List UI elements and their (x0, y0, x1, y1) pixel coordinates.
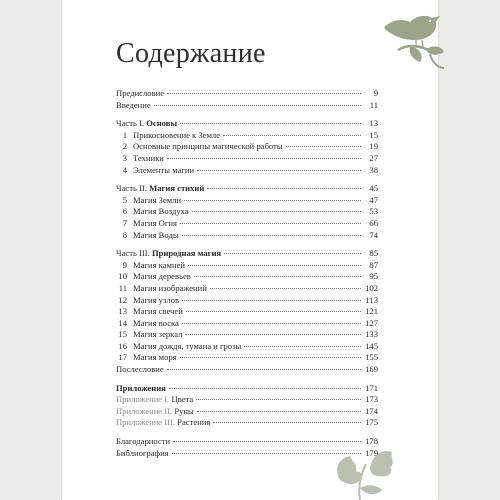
toc-row (116, 230, 378, 242)
page-number: 173 (365, 394, 378, 405)
dot-leader (210, 288, 361, 289)
table-of-contents (116, 88, 378, 459)
chapter-number: 15 (118, 329, 127, 340)
entry-title: Послесловие (116, 364, 164, 375)
toc-row (116, 271, 378, 283)
dot-leader (244, 346, 361, 347)
chapter-number: 13 (118, 306, 127, 317)
page-number: 171 (365, 382, 378, 393)
dot-leader (182, 300, 361, 301)
chapter-number: 11 (118, 282, 127, 293)
part-prefix: Часть III. (116, 248, 150, 259)
toc-row (116, 248, 378, 260)
chapter-title: Магия изображений (133, 282, 207, 293)
chapter-title: Магия деревьев (133, 271, 191, 282)
toc-row (116, 283, 378, 295)
chapter-title: Элементы магии (133, 164, 195, 175)
page-number: 95 (369, 271, 378, 282)
dot-leader (213, 422, 361, 423)
chapter-number: 14 (118, 317, 127, 328)
appendix-title (116, 406, 194, 418)
toc-row (116, 417, 378, 429)
chapter-number: 2 (122, 141, 127, 152)
part-title (116, 183, 204, 195)
toc-row (116, 118, 378, 130)
page-number: 174 (365, 405, 378, 416)
page-number: 27 (369, 152, 378, 163)
part-name: Основы (146, 118, 178, 129)
page-number: 155 (365, 352, 378, 363)
chapter-title: Магия дождя, тумана и грозы (133, 340, 242, 351)
dot-leader (154, 105, 361, 106)
toc-row (116, 141, 378, 153)
dot-leader (185, 334, 361, 335)
page-number: 47 (369, 194, 378, 205)
dot-leader (167, 93, 361, 94)
chapter-number: 12 (118, 294, 127, 305)
page-number: 11 (369, 99, 378, 110)
chapter-number: 4 (122, 164, 127, 175)
page-number: 127 (365, 317, 378, 328)
page-number: 175 (365, 417, 378, 428)
appendix-prefix: Приложение (116, 417, 163, 428)
page-number: 133 (365, 329, 378, 340)
chapter-number: 16 (118, 340, 127, 351)
page-number: 13 (369, 118, 378, 129)
dot-leader (188, 265, 361, 266)
dot-leader (169, 388, 361, 389)
page-number: 74 (369, 229, 378, 240)
appendix-name: Растения (177, 417, 211, 428)
part-prefix: Часть I. (116, 118, 145, 129)
chapter-title: Магия камней (133, 259, 185, 270)
dot-leader (184, 200, 361, 201)
dot-leader (194, 276, 361, 277)
dot-leader (180, 223, 361, 224)
appendix-prefix: Приложение (116, 394, 163, 405)
entry-title: Предисловие (116, 88, 165, 98)
appendix-title (116, 417, 210, 429)
toc-row (116, 183, 378, 195)
chapter-number: 6 (122, 206, 127, 217)
section-name: Приложения (116, 382, 166, 393)
chapter-title: Магия Воздуха (133, 206, 189, 217)
chapter-title: Основные принципы магической работы (133, 141, 283, 152)
appendix-name: Цвета (171, 394, 194, 405)
appendix-name: Руны (174, 405, 194, 416)
entry-title: Введение (116, 99, 151, 110)
bird-on-branch-icon (380, 10, 446, 72)
dot-leader (186, 311, 361, 312)
page-number: 178 (365, 436, 378, 447)
toc-row (116, 153, 378, 165)
chapter-title: Магия свечей (133, 306, 183, 317)
book-page (62, 0, 438, 500)
toc-row (116, 195, 378, 207)
dot-leader (207, 188, 361, 189)
page-number: 66 (369, 217, 378, 228)
chapter-number: 7 (122, 217, 127, 228)
page-number: 53 (369, 206, 378, 217)
dot-leader (192, 211, 361, 212)
page-number: 179 (365, 447, 378, 458)
appendix-number: I. (164, 394, 170, 405)
page-number: 102 (365, 282, 378, 293)
chapter-title: Магия узлов (133, 294, 180, 305)
chapter-number: 5 (122, 194, 127, 205)
chapter-title: Магия Земли (133, 194, 182, 205)
appendix-prefix: Приложение (116, 405, 163, 416)
entry-title: Благодарности (116, 436, 171, 447)
part-title (116, 248, 221, 260)
page-number: 113 (365, 294, 378, 305)
toc-row (116, 329, 378, 341)
chapter-number: 3 (122, 152, 127, 163)
dot-leader (167, 158, 361, 159)
appendix-number: III. (164, 417, 176, 428)
page-number: 15 (369, 129, 378, 140)
toc-row (116, 306, 378, 318)
oak-leaves-icon (320, 440, 402, 500)
toc-row (116, 218, 378, 230)
chapter-title: Магия Огня (133, 217, 177, 228)
chapter-number: 1 (122, 129, 127, 140)
page-number: 87 (369, 259, 378, 270)
page-number: 169 (365, 364, 378, 375)
part-prefix: Часть II. (116, 183, 147, 194)
chapter-title: Магия воска (133, 317, 179, 328)
entry-title: Библиография (116, 447, 169, 458)
dot-leader (180, 123, 361, 124)
toc-row (116, 341, 378, 353)
page-number: 9 (373, 88, 378, 98)
dot-leader (180, 357, 361, 358)
dot-leader (223, 135, 361, 136)
dot-leader (196, 399, 361, 400)
page-number: 38 (369, 164, 378, 175)
chapter-title: Техники (133, 152, 164, 163)
toc-row (116, 394, 378, 406)
part-name: Природная магия (151, 248, 222, 259)
dot-leader (182, 323, 361, 324)
toc-row (116, 100, 378, 112)
toc-row (116, 406, 378, 418)
chapter-title: Магия Воды (133, 229, 179, 240)
dot-leader (167, 369, 361, 370)
chapter-number: 17 (118, 352, 127, 363)
page-number: 145 (365, 340, 378, 351)
toc-row (116, 130, 378, 142)
toc-row (116, 364, 378, 376)
page-number: 45 (369, 183, 378, 194)
chapter-title: Магия зеркал (133, 329, 183, 340)
toc-row (116, 88, 378, 100)
dot-leader (182, 235, 361, 236)
chapter-number: 9 (122, 259, 127, 270)
toc-row (116, 383, 378, 395)
dot-leader (224, 253, 361, 254)
section-title (116, 383, 166, 395)
toc-row (116, 352, 378, 364)
page-number: 19 (369, 141, 378, 152)
page-number: 121 (365, 306, 378, 317)
dot-leader (197, 170, 361, 171)
toc-row (116, 206, 378, 218)
appendix-title (116, 394, 193, 406)
chapter-title: Магия моря (133, 352, 177, 363)
dot-leader (286, 146, 361, 147)
toc-row (116, 165, 378, 177)
dot-leader (197, 411, 361, 412)
toc-row (116, 260, 378, 272)
chapter-number: 8 (122, 229, 127, 240)
page-title: Содержание (116, 38, 266, 69)
part-name: Магия стихий (149, 183, 205, 194)
chapter-title: Прикосновение к Земле (133, 129, 221, 140)
part-title (116, 118, 177, 130)
toc-row (116, 318, 378, 330)
appendix-number: II. (164, 405, 173, 416)
toc-row (116, 295, 378, 307)
page-number: 85 (369, 248, 378, 259)
chapter-number: 10 (118, 271, 127, 282)
